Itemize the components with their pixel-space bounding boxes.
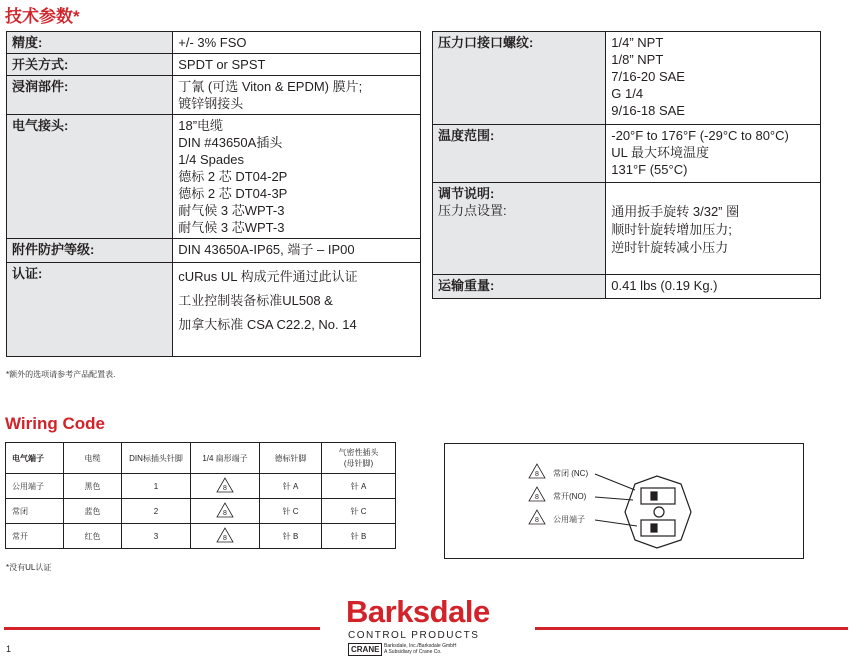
- spec-row: [433, 32, 821, 125]
- wiring-terminal: 常闭: [6, 499, 64, 524]
- spec-value-line: 1/4 Spades: [178, 152, 245, 167]
- spec-row: [7, 32, 421, 54]
- wiring-weather-pin: 针 A: [322, 474, 396, 499]
- spec-value-line: 1/4” NPT: [611, 35, 664, 50]
- spec-value-line: 镀锌钢接头: [178, 96, 244, 111]
- wiring-diagram-svg: [445, 444, 803, 558]
- spec-value-line: 9/16-18 SAE: [611, 103, 685, 118]
- spec-value: [173, 32, 421, 54]
- wiring-header-row: [6, 443, 396, 474]
- footnote-options: *额外的选项请参考产品配置表.: [6, 370, 116, 379]
- wiring-deutsch-pin: 针 B: [260, 524, 322, 549]
- spec-value-line: 131°F (55°C): [611, 162, 688, 177]
- spec-value-line: 18”电缆: [178, 118, 224, 133]
- spec-value: [173, 76, 421, 115]
- company-info: [384, 643, 457, 655]
- spec-key: 精度:: [7, 32, 173, 54]
- spec-value-line: 0.41 lbs (0.19 Kg.): [611, 278, 718, 293]
- wiring-weather-pin: 针 B: [322, 524, 396, 549]
- wiring-cable-color: 红色: [64, 524, 122, 549]
- wiring-header-weather-line2: (母针脚): [343, 459, 374, 468]
- section-title: 技术参数*: [5, 7, 80, 26]
- wiring-spade: [191, 474, 260, 499]
- brand-logo-text: Barksdale: [346, 594, 490, 629]
- diagram-common: [529, 510, 585, 524]
- spec-value-line: 顺时针旋转增加压力;: [611, 222, 732, 237]
- wiring-header-din: DIN标插头针脚: [122, 443, 191, 474]
- spec-key: [433, 183, 606, 275]
- spec-key: 开关方式:: [7, 54, 173, 76]
- wiring-spade: [191, 499, 260, 524]
- company-line2: A Subsidiary of Crane Co.: [384, 649, 442, 655]
- spec-value-line: SPDT or SPST: [178, 57, 266, 72]
- spec-value: [606, 183, 821, 275]
- terminal-marker: 8: [223, 510, 227, 517]
- wiring-deutsch-pin: 针 C: [260, 499, 322, 524]
- spec-value-line: 工业控制装备标准UL508 &: [178, 293, 333, 308]
- wiring-header-terminal: 电气端子: [6, 443, 64, 474]
- spec-row: [433, 125, 821, 183]
- spec-row: [433, 183, 821, 275]
- wiring-deutsch-pin: 针 A: [260, 474, 322, 499]
- spec-value-line: 耐气候 3 芯WPT-3: [178, 203, 285, 218]
- spec-row: [7, 239, 421, 263]
- spec-key: [433, 125, 606, 183]
- crane-logo: CRANE: [348, 643, 382, 656]
- spec-value: [173, 54, 421, 76]
- spec-row: [7, 54, 421, 76]
- spec-value-line: -20°F to 176°F (-29°C to 80°C): [611, 128, 789, 143]
- spec-value-line: cURus UL 构成元件通过此认证: [178, 269, 358, 284]
- wiring-row: [6, 499, 396, 524]
- diagram-label-no: 常开(NO): [553, 492, 587, 501]
- terminal-marker: 8: [223, 535, 227, 542]
- spec-value: [606, 32, 821, 125]
- terminal-8-icon: [216, 527, 234, 543]
- spec-row: [433, 275, 821, 299]
- spec-value-line: UL 最大环境温度: [611, 145, 710, 160]
- spec-key: 电气接头:: [7, 115, 173, 239]
- spec-value: [173, 115, 421, 239]
- spec-key: 认证:: [7, 263, 173, 357]
- spec-value: [173, 263, 421, 357]
- spec-value-line: 加拿大标准 CSA C22.2, No. 14: [178, 317, 357, 332]
- spec-value-line: 丁氰 (可选 Viton & EPDM) 膜片;: [178, 79, 363, 94]
- spec-value-line: +/- 3% FSO: [178, 35, 247, 50]
- diagram-marker: 8: [535, 471, 539, 478]
- wiring-cable-color: 蓝色: [64, 499, 122, 524]
- wiring-table: [5, 442, 396, 549]
- spec-key: [433, 275, 606, 299]
- switch-body-drawing: [625, 476, 691, 548]
- spec-value-line: 通用扳手旋转 3/32” 圈: [611, 204, 740, 219]
- diagram-nc: [529, 464, 588, 478]
- diagram-marker: 8: [535, 494, 539, 501]
- page-number: 1: [6, 644, 12, 654]
- terminal-8-icon: [216, 502, 234, 518]
- spec-key-label: 压力口接口螺纹:: [438, 35, 534, 50]
- wiring-diagram: [444, 443, 804, 559]
- wiring-title: Wiring Code: [5, 414, 105, 433]
- wiring-row: [6, 524, 396, 549]
- wiring-spade: [191, 524, 260, 549]
- spec-key: 附件防护等级:: [7, 239, 173, 263]
- footer-rule-right: [535, 627, 848, 630]
- wiring-din-pin: 1: [122, 474, 191, 499]
- wiring-terminal: 公用端子: [6, 474, 64, 499]
- spec-value: [606, 125, 821, 183]
- diagram-no: [529, 487, 587, 501]
- wiring-weather-pin: 针 C: [322, 499, 396, 524]
- spec-value-line: G 1/4: [611, 86, 644, 101]
- spec-value-line: DIN 43650A-IP65, 端子 – IP00: [178, 242, 355, 257]
- spec-key-sub: 压力点设置:: [438, 203, 507, 218]
- spec-row: [7, 115, 421, 239]
- spec-key: [433, 32, 606, 125]
- spec-value-line: 逆时针旋转减小压力: [611, 240, 729, 255]
- wiring-din-pin: 2: [122, 499, 191, 524]
- spec-table-left: [6, 31, 421, 357]
- diagram-label-nc: 常闭 (NC): [553, 469, 589, 478]
- spec-value-line: 1/8” NPT: [611, 52, 664, 67]
- spec-value: [606, 275, 821, 299]
- wiring-header-weather: [322, 443, 396, 474]
- wiring-header-spade: 1/4 扁形端子: [191, 443, 260, 474]
- wiring-header-deutsch: 德标针脚: [260, 443, 322, 474]
- spec-key-label: 调节说明:: [438, 186, 495, 201]
- spec-value-line: 德标 2 芯 DT04-2P: [178, 169, 288, 184]
- diagram-label-common: 公用端子: [553, 515, 585, 524]
- spec-table-right: [432, 31, 821, 299]
- spec-key: 浸润部件:: [7, 76, 173, 115]
- terminal-8-icon: [216, 477, 234, 493]
- wiring-header-cable: 电缆: [64, 443, 122, 474]
- spec-key-label: 温度范围:: [438, 128, 495, 143]
- footer-rule-left: [4, 627, 320, 630]
- spec-key-label: 运输重量:: [438, 278, 495, 293]
- spec-value-line: DIN #43650A插头: [178, 135, 283, 150]
- spec-value: [173, 239, 421, 263]
- terminal-marker: 8: [223, 485, 227, 492]
- footnote-ul: *没有UL认证: [6, 563, 52, 572]
- spec-row: [7, 76, 421, 115]
- wiring-row: [6, 474, 396, 499]
- spec-value-line: 7/16-20 SAE: [611, 69, 685, 84]
- spec-value-line: 耐气候 3 芯WPT-3: [178, 220, 285, 235]
- wiring-header-weather-line1: 气密性插头: [338, 448, 379, 457]
- diagram-marker: 8: [535, 517, 539, 524]
- spec-value-line: 德标 2 芯 DT04-3P: [178, 186, 288, 201]
- company-line1: Barksdale, Inc./Barksdale GmbH: [384, 643, 457, 649]
- wiring-din-pin: 3: [122, 524, 191, 549]
- brand-subtitle: CONTROL PRODUCTS: [348, 630, 480, 641]
- wiring-cable-color: 黑色: [64, 474, 122, 499]
- wiring-terminal: 常开: [6, 524, 64, 549]
- spec-row: [7, 263, 421, 357]
